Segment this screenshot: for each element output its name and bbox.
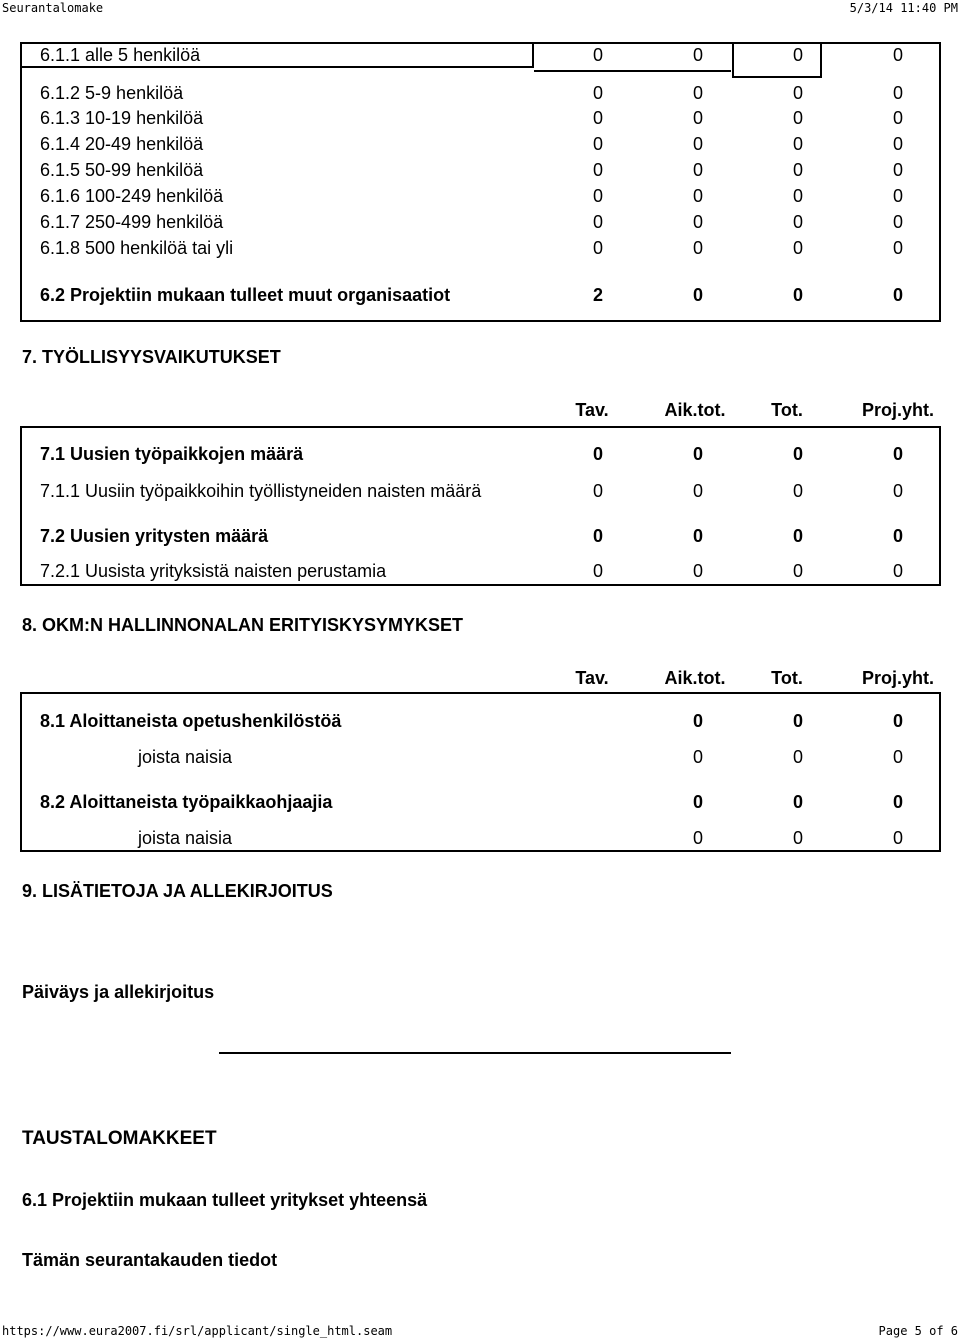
cell-tav: 0 bbox=[592, 186, 603, 206]
appendix-period: Tämän seurantakauden tiedot bbox=[22, 1250, 278, 1270]
cell-tot: 0 bbox=[792, 238, 803, 258]
cell-aik-tot: 0 bbox=[692, 526, 703, 546]
row-label: 7.2 Uusien yritysten määrä bbox=[40, 526, 269, 546]
signature-line bbox=[219, 1052, 731, 1054]
cell-tav: 0 bbox=[592, 561, 603, 581]
table-row bbox=[40, 157, 920, 183]
column-header-proj-yht: Proj.yht. bbox=[861, 668, 934, 688]
page-number: Page 5 of 6 bbox=[878, 1324, 958, 1338]
cell-tav: 0 bbox=[592, 83, 603, 103]
cell-proj-yht: 0 bbox=[892, 747, 903, 767]
cell-proj-yht: 0 bbox=[892, 83, 903, 103]
row-label: 6.1.8 500 henkilöä tai yli bbox=[40, 238, 234, 258]
cell-tav: 0 bbox=[592, 444, 603, 464]
cell-divider bbox=[534, 70, 731, 72]
cell-tav: 0 bbox=[592, 212, 603, 232]
table-row bbox=[40, 478, 920, 504]
row-label: 6.1.1 alle 5 henkilöä bbox=[40, 45, 201, 65]
row-label: 6.1.6 100-249 henkilöä bbox=[40, 186, 224, 206]
cell-aik-tot: 0 bbox=[692, 792, 703, 812]
section7-title: 7. TYÖLLISYYSVAIKUTUKSET bbox=[22, 347, 281, 367]
print-timestamp: 5/3/14 11:40 PM bbox=[849, 1, 958, 15]
row-label: joista naisia bbox=[138, 828, 233, 848]
cell-tav: 0 bbox=[592, 481, 603, 501]
cell-aik-tot: 0 bbox=[692, 561, 703, 581]
row-label: 6.1.2 5-9 henkilöä bbox=[40, 83, 184, 103]
row-label: 6.1.4 20-49 henkilöä bbox=[40, 134, 204, 154]
row-label: 6.1.3 10-19 henkilöä bbox=[40, 108, 204, 128]
cell-aik-tot: 0 bbox=[692, 186, 703, 206]
table-row bbox=[40, 131, 920, 157]
cell-tot: 0 bbox=[792, 526, 803, 546]
table-row bbox=[40, 105, 920, 131]
cell-tot: 0 bbox=[792, 45, 803, 65]
column-header-tav: Tav. bbox=[575, 400, 609, 420]
cell-tot: 0 bbox=[792, 160, 803, 180]
cell-tav: 0 bbox=[592, 238, 603, 258]
row-label: joista naisia bbox=[138, 747, 233, 767]
cell-proj-yht: 0 bbox=[892, 45, 903, 65]
cell-proj-yht: 0 bbox=[892, 212, 903, 232]
column-header-tav: Tav. bbox=[575, 668, 609, 688]
appendix-subtitle: 6.1 Projektiin mukaan tulleet yritykset yhteensä bbox=[22, 1190, 428, 1210]
cell-proj-yht: 0 bbox=[892, 561, 903, 581]
table-row bbox=[40, 523, 920, 549]
cell-tot: 0 bbox=[792, 444, 803, 464]
cell-tot: 0 bbox=[792, 561, 803, 581]
cell-tot: 0 bbox=[792, 212, 803, 232]
table-row bbox=[40, 42, 920, 68]
cell-aik-tot: 0 bbox=[692, 134, 703, 154]
cell-aik-tot: 0 bbox=[692, 747, 703, 767]
row-label: 6.1.5 50-99 henkilöä bbox=[40, 160, 204, 180]
section9-title: 9. LISÄTIETOJA JA ALLEKIRJOITUS bbox=[22, 881, 333, 901]
cell-proj-yht: 0 bbox=[892, 108, 903, 128]
cell-tot: 0 bbox=[792, 828, 803, 848]
cell-aik-tot: 0 bbox=[692, 828, 703, 848]
table-row bbox=[40, 209, 920, 235]
cell-tot: 0 bbox=[792, 83, 803, 103]
cell-tav: 0 bbox=[592, 108, 603, 128]
cell-proj-yht: 0 bbox=[892, 160, 903, 180]
table-row bbox=[40, 558, 920, 584]
row-label: 8.2 Aloittaneista työpaikkaohjaajia bbox=[40, 792, 333, 812]
cell-tot: 0 bbox=[792, 285, 803, 305]
cell-aik-tot: 0 bbox=[692, 444, 703, 464]
cell-aik-tot: 0 bbox=[692, 83, 703, 103]
table-row bbox=[40, 183, 920, 209]
cell-tot: 0 bbox=[792, 711, 803, 731]
column-header-proj-yht: Proj.yht. bbox=[861, 400, 934, 420]
cell-aik-tot: 0 bbox=[692, 711, 703, 731]
cell-aik-tot: 0 bbox=[692, 160, 703, 180]
signature-label: Päiväys ja allekirjoitus bbox=[22, 982, 215, 1002]
column-header-aik-tot: Aik.tot. bbox=[664, 400, 726, 420]
table-row bbox=[40, 708, 920, 734]
cell-aik-tot: 0 bbox=[692, 285, 703, 305]
cell-aik-tot: 0 bbox=[692, 45, 703, 65]
cell-tav: 0 bbox=[592, 160, 603, 180]
cell-tav: 2 bbox=[592, 285, 603, 305]
cell-tot: 0 bbox=[792, 108, 803, 128]
appendix-title: TAUSTALOMAKKEET bbox=[22, 1128, 217, 1149]
cell-aik-tot: 0 bbox=[692, 238, 703, 258]
section8-title: 8. OKM:N HALLINNONALAN ERITYISKYSYMYKSET bbox=[22, 615, 464, 635]
table-row bbox=[40, 282, 920, 308]
cell-proj-yht: 0 bbox=[892, 238, 903, 258]
row-label: 7.2.1 Uusista yrityksistä naisten perustamia bbox=[40, 561, 387, 581]
cell-proj-yht: 0 bbox=[892, 481, 903, 501]
row-label: 8.1 Aloittaneista opetushenkilöstöä bbox=[40, 711, 342, 731]
cell-proj-yht: 0 bbox=[892, 285, 903, 305]
cell-tot: 0 bbox=[792, 481, 803, 501]
cell-proj-yht: 0 bbox=[892, 792, 903, 812]
cell-tav: 0 bbox=[592, 45, 603, 65]
cell-aik-tot: 0 bbox=[692, 481, 703, 501]
row-label: 7.1.1 Uusiin työpaikkoihin työllistyneiden naisten määrä bbox=[40, 481, 482, 501]
cell-tot: 0 bbox=[792, 792, 803, 812]
cell-proj-yht: 0 bbox=[892, 526, 903, 546]
table-row bbox=[40, 441, 920, 467]
cell-tav: 0 bbox=[592, 526, 603, 546]
cell-tot: 0 bbox=[792, 134, 803, 154]
table-row bbox=[40, 825, 920, 851]
column-header-tot: Tot. bbox=[771, 668, 803, 688]
document-title: Seurantalomake bbox=[2, 1, 104, 15]
footer-url[interactable]: https://www.eura2007.fi/srl/applicant/single_html.seam bbox=[2, 1324, 393, 1338]
table-row bbox=[40, 789, 920, 815]
row-label: 6.1.7 250-499 henkilöä bbox=[40, 212, 224, 232]
cell-aik-tot: 0 bbox=[692, 108, 703, 128]
cell-tot: 0 bbox=[792, 186, 803, 206]
table-row bbox=[40, 80, 920, 106]
column-header-aik-tot: Aik.tot. bbox=[664, 668, 726, 688]
table-row bbox=[40, 744, 920, 770]
row-label: 6.2 Projektiin mukaan tulleet muut organisaatiot bbox=[40, 285, 451, 305]
cell-aik-tot: 0 bbox=[692, 212, 703, 232]
cell-tav: 0 bbox=[592, 134, 603, 154]
cell-proj-yht: 0 bbox=[892, 186, 903, 206]
table-row bbox=[40, 235, 920, 261]
cell-proj-yht: 0 bbox=[892, 444, 903, 464]
cell-tot: 0 bbox=[792, 747, 803, 767]
cell-divider bbox=[734, 76, 820, 78]
cell-proj-yht: 0 bbox=[892, 711, 903, 731]
cell-proj-yht: 0 bbox=[892, 134, 903, 154]
row-label: 7.1 Uusien työpaikkojen määrä bbox=[40, 444, 304, 464]
cell-proj-yht: 0 bbox=[892, 828, 903, 848]
column-header-tot: Tot. bbox=[771, 400, 803, 420]
